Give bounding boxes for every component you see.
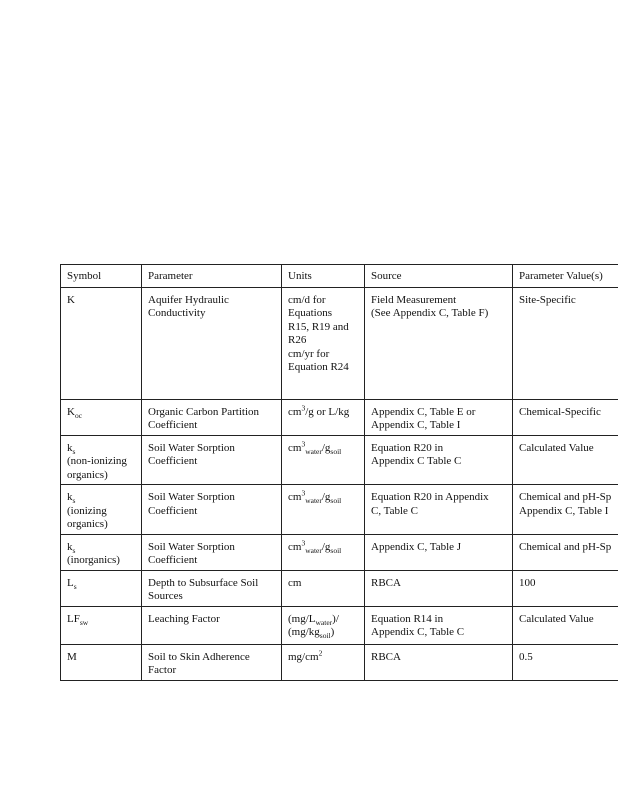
table-header-row xyxy=(61,265,618,288)
cell-symbol: $L_s$ xyxy=(61,570,142,606)
cell-value: Chemical and pH-Sp xyxy=(513,534,618,570)
header-parameter-values: Parameter Value(s) xyxy=(513,265,618,288)
parameter-table-wrapper xyxy=(60,264,618,681)
cell-parameter: Soil to Skin Adherence Factor xyxy=(142,644,282,680)
cell-source: Equation R20 in Appendix C Table C xyxy=(365,435,513,485)
cell-units: $mg/cm^2$ xyxy=(282,644,365,680)
cell-value: Site-Specific xyxy=(513,287,618,399)
cell-units: cm xyxy=(282,570,365,606)
table-row xyxy=(61,399,618,435)
cell-value: 100 xyxy=(513,570,618,606)
cell-source: RBCA xyxy=(365,570,513,606)
cell-units: $cm^3_{water}/g_{soil}$ xyxy=(282,485,365,535)
cell-symbol: $k_s$ (non-ionizing organics) xyxy=(61,435,142,485)
cell-symbol: K xyxy=(61,287,142,399)
cell-source: Appendix C, Table E or Appendix C, Table I xyxy=(365,399,513,435)
header-parameter: Parameter xyxy=(142,265,282,288)
table-row xyxy=(61,435,618,485)
cell-source: Field Measurement (See Appendix C, Table F) xyxy=(365,287,513,399)
cell-source: Equation R20 in Appendix C, Table C xyxy=(365,485,513,535)
parameter-table xyxy=(60,264,618,681)
cell-value: Calculated Value xyxy=(513,606,618,644)
cell-symbol: $LF_{sw}$ xyxy=(61,606,142,644)
cell-parameter: Soil Water Sorption Coefficient xyxy=(142,435,282,485)
table-row xyxy=(61,485,618,535)
header-source: Source xyxy=(365,265,513,288)
cell-symbol: $K_{oc}$ xyxy=(61,399,142,435)
cell-parameter: Organic Carbon Partition Coefficient xyxy=(142,399,282,435)
table-row xyxy=(61,534,618,570)
cell-parameter: Soil Water Sorption Coefficient xyxy=(142,485,282,535)
cell-source: Equation R14 in Appendix C, Table C xyxy=(365,606,513,644)
cell-parameter: Aquifer Hydraulic Conductivity xyxy=(142,287,282,399)
cell-units: $(mg/L_{water})/$ $(mg/kg_{soil})$ xyxy=(282,606,365,644)
table-row xyxy=(61,287,618,399)
header-units: Units xyxy=(282,265,365,288)
cell-source: RBCA xyxy=(365,644,513,680)
cell-units: $cm^3_{water}/g_{soil}$ xyxy=(282,435,365,485)
cell-symbol: $k_s$ (inorganics) xyxy=(61,534,142,570)
cell-parameter: Soil Water Sorption Coefficient xyxy=(142,534,282,570)
cell-source: Appendix C, Table J xyxy=(365,534,513,570)
header-symbol: Symbol xyxy=(61,265,142,288)
cell-value: Chemical-Specific xyxy=(513,399,618,435)
cell-parameter: Depth to Subsurface Soil Sources xyxy=(142,570,282,606)
cell-symbol: M xyxy=(61,644,142,680)
cell-value: Chemical and pH-Sp Appendix C, Table I xyxy=(513,485,618,535)
cell-units: cm/d for Equations R15, R19 and R26 cm/yr for Equation R24 xyxy=(282,287,365,399)
cell-units: $cm^3_{water}/g_{soil}$ xyxy=(282,534,365,570)
cell-units: $cm^3/g$ or L/kg xyxy=(282,399,365,435)
cell-symbol: $k_s$ (ionizing organics) xyxy=(61,485,142,535)
cell-parameter: Leaching Factor xyxy=(142,606,282,644)
table-row xyxy=(61,644,618,680)
cell-value: 0.5 xyxy=(513,644,618,680)
table-row xyxy=(61,570,618,606)
table-row xyxy=(61,606,618,644)
cell-value: Calculated Value xyxy=(513,435,618,485)
